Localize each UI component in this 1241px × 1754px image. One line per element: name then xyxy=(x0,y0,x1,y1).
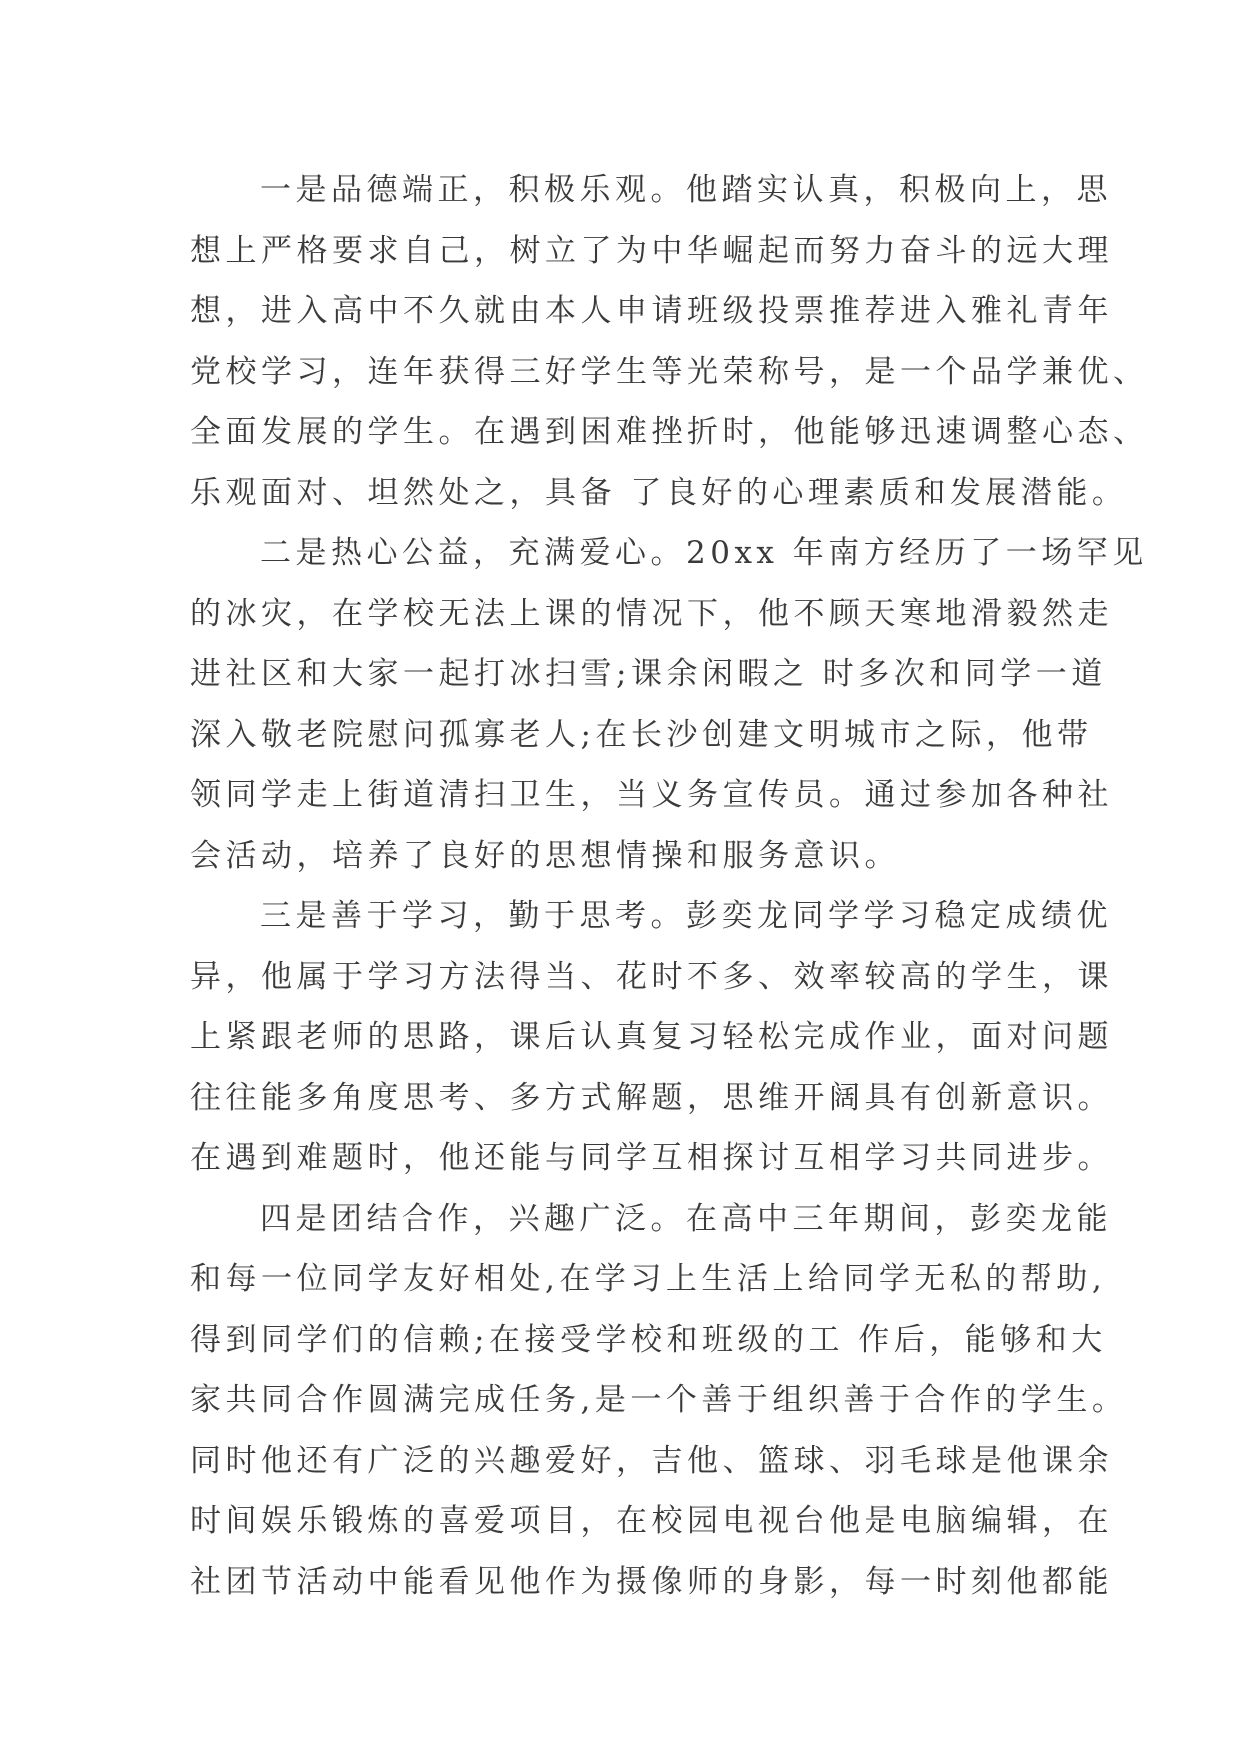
text-line: 一是品德端正，积极乐观。他踏实认真，积极向上，思 xyxy=(260,172,1112,208)
paragraph-4 xyxy=(190,1189,1128,1613)
paragraph-1 xyxy=(190,160,1149,523)
document-body xyxy=(190,160,1149,1612)
text-line: 的冰灾，在学校无法上课的情况下，他不顾天寒地滑毅然走 xyxy=(190,595,1113,632)
text-line: 三是善于学习，勤于思考。彭奕龙同学学习稳定成绩优 xyxy=(260,898,1112,934)
text-line: 异，他属于学习方法得当、花时不多、效率较高的学生，课 xyxy=(190,958,1113,995)
text-line: 进社区和大家一起打冰扫雪;课余闲暇之 时多次和同学一道 xyxy=(190,656,1107,692)
text-line: 领同学走上街道清扫卫生，当义务宣传员。通过参加各种社 xyxy=(190,777,1113,813)
text-line: 想，进入高中不久就由本人申请班级投票推荐进入雅礼青年 xyxy=(190,293,1113,329)
text-line: 想上严格要求自己，树立了为中华崛起而努力奋斗的远大理 xyxy=(190,232,1113,269)
text-line: 家共同合作圆满完成任务,是一个善于组织善于合作的学生。 xyxy=(190,1382,1128,1418)
text-line: 时间娱乐锻炼的喜爱项目，在校园电视台他是电脑编辑，在 xyxy=(190,1503,1113,1539)
text-line: 得到同学们的信赖;在接受学校和班级的工 作后，能够和大 xyxy=(190,1321,1107,1358)
text-line: 上紧跟老师的思路，课后认真复习轻松完成作业，面对问题 xyxy=(190,1019,1113,1055)
text-line: 和每一位同学友好相处,在学习上生活上给同学无私的帮助, xyxy=(190,1261,1107,1297)
text-line: 同时他还有广泛的兴趣爱好，吉他、篮球、羽毛球是他课余 xyxy=(190,1442,1113,1479)
text-line: 往往能多角度思考、多方式解题，思维开阔具有创新意识。 xyxy=(190,1079,1113,1116)
text-line: 会活动，培养了良好的思想情操和服务意识。 xyxy=(190,837,900,874)
text-line: 在遇到难题时，他还能与同学互相探讨互相学习共同进步。 xyxy=(190,1140,1113,1176)
text-line: 社团节活动中能看见他作为摄像师的身影，每一时刻他都能 xyxy=(190,1563,1113,1600)
paragraph-2 xyxy=(190,523,1148,886)
text-line: 乐观面对、坦然处之，具备 了良好的心理素质和发展潜能。 xyxy=(190,474,1128,511)
text-line: 党校学习，连年获得三好学生等光荣称号，是一个品学兼优、 xyxy=(190,353,1149,390)
paragraph-3 xyxy=(190,886,1113,1189)
text-line: 二是热心公益，充满爱心。20xx 年南方经历了一场罕见 xyxy=(260,535,1148,571)
text-line: 深入敬老院慰问孤寡老人;在长沙创建文明城市之际，他带 xyxy=(190,716,1093,753)
text-line: 四是团结合作，兴趣广泛。在高中三年期间，彭奕龙能 xyxy=(260,1200,1112,1237)
text-line: 全面发展的学生。在遇到困难挫折时，他能够迅速调整心态、 xyxy=(190,414,1149,450)
